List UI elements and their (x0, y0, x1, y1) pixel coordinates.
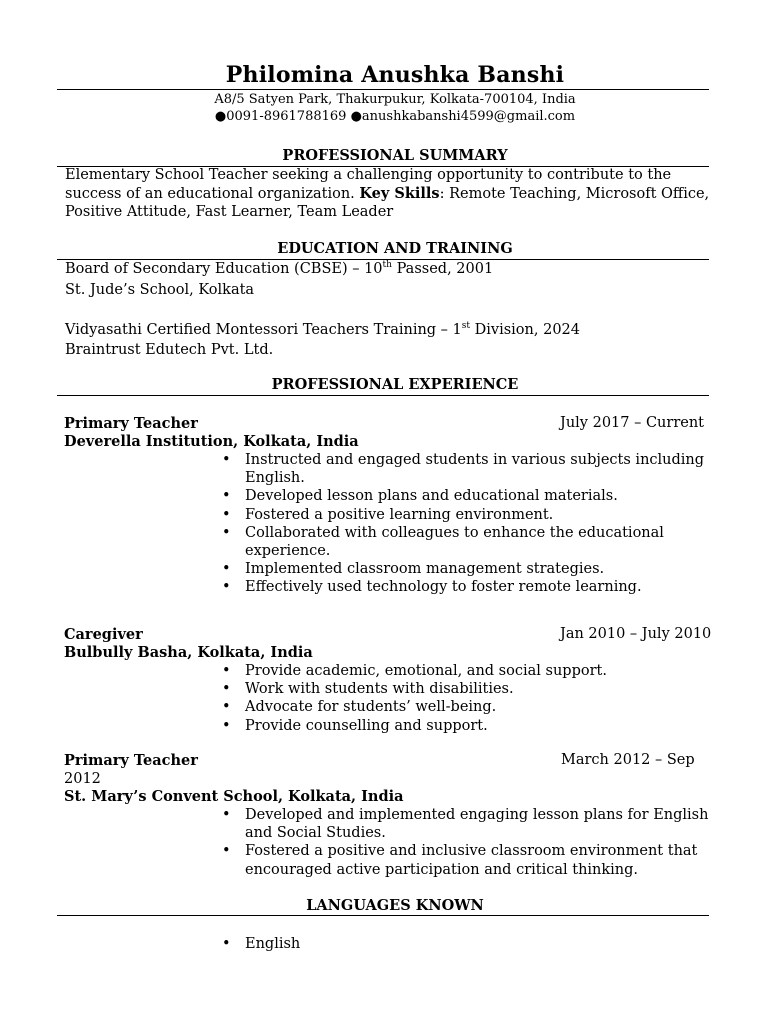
list-item (222, 842, 732, 878)
job-1-duties (222, 451, 732, 597)
experience-heading: PROFESSIONAL EXPERIENCE (271, 376, 519, 393)
list-item (222, 451, 732, 487)
list-item (222, 560, 732, 578)
duty-text: Developed lesson plans and educational materials. (245, 488, 618, 505)
bullet: • (222, 717, 231, 734)
bullet: • (222, 807, 231, 823)
education-1-sup: th (382, 260, 392, 271)
summary-text-after: : Remote Teaching, Microsoft Office, Positive Attitude, Fast Learner, Team Leader (65, 185, 710, 220)
list-item (222, 806, 732, 842)
header-rule (57, 89, 709, 90)
duty-text: Effectively used technology to foster remote learning. (245, 579, 642, 596)
duty-text: Fostered a positive learning environment. (245, 506, 554, 523)
list-item (222, 680, 732, 698)
job-organization: Bulbully Basha, Kolkata, India (64, 644, 313, 661)
job-2-duties (222, 662, 732, 735)
languages-heading: LANGUAGES KNOWN (306, 897, 484, 914)
education-school-2: Braintrust Edutech Pvt. Ltd. (65, 342, 274, 358)
duty-text: Provide academic, emotional, and social support. (245, 663, 607, 679)
duty-text: Implemented classroom management strategies. (245, 561, 605, 578)
bullet: • (222, 488, 231, 505)
job-dates: March 2012 – Sep (561, 752, 695, 768)
bullet: • (222, 506, 231, 523)
list-item (222, 487, 732, 505)
duty-text: Developed and implemented engaging lesson plans for English and Social Studies. (245, 807, 709, 842)
phone: ●0091-8961788169 (214, 109, 347, 124)
education-2-sup: st (461, 321, 471, 332)
education-school-1: St. Jude’s School, Kolkata (65, 282, 255, 298)
key-skills-label: Key Skills (359, 184, 440, 202)
education-heading: EDUCATION AND TRAINING (277, 240, 513, 257)
education-2-title: Vidyasathi Certified Montessori Teachers Training – 1 (65, 322, 462, 338)
languages-list (222, 935, 732, 953)
bullet: • (222, 561, 231, 578)
duty-text: Advocate for students’ well-being. (245, 699, 497, 716)
duty-text: Work with students with disabilities. (245, 681, 514, 698)
bullet: • (222, 579, 231, 596)
list-item (222, 506, 732, 524)
duty-text: Fostered a positive and inclusive classroom environment that encouraged active participation and critical thinking. (245, 843, 698, 878)
bullet: • (222, 524, 231, 541)
list-item (222, 578, 732, 596)
list-item (222, 662, 732, 680)
duty-text: Instructed and engaged students in various subjects including English. (245, 452, 705, 487)
education-2-result: Division, 2024 (470, 322, 580, 338)
job-organization: Deverella Institution, Kolkata, India (64, 433, 359, 450)
experience-rule (57, 395, 709, 396)
job-dates: July 2017 – Current (560, 415, 705, 431)
bullet: • (222, 663, 231, 679)
job-title: Primary Teacher (64, 415, 198, 432)
list-item (222, 698, 732, 716)
job-dates-continued: 2012 (64, 771, 101, 787)
languages-rule (57, 915, 709, 916)
job-dates: Jan 2010 – July 2010 (560, 626, 712, 642)
bullet: • (222, 843, 231, 860)
language-text: English (245, 936, 301, 952)
education-1-result: Passed, 2001 (391, 261, 494, 277)
email: ●anushkabanshi4599@gmail.com (350, 109, 576, 124)
candidate-name: Philomina Anushka Banshi (225, 62, 565, 88)
education-1-title: Board of Secondary Education (CBSE) – 10 (65, 261, 383, 277)
bullet: • (222, 681, 231, 698)
job-organization: St. Mary’s Convent School, Kolkata, India (64, 788, 404, 805)
job-title: Primary Teacher (64, 752, 198, 769)
education-entry-2 (65, 321, 580, 340)
list-item (222, 717, 732, 735)
summary-text (65, 166, 715, 222)
bullet: • (222, 936, 231, 952)
list-item (222, 524, 732, 560)
bullet: • (222, 452, 231, 468)
bullet: • (222, 699, 231, 716)
summary-heading: PROFESSIONAL SUMMARY (282, 147, 508, 164)
address: A8/5 Satyen Park, Thakurpukur, Kolkata-700104, India (214, 92, 576, 107)
duty-text: Collaborated with colleagues to enhance the educational experience. (245, 524, 664, 560)
education-entry-1 (65, 260, 493, 279)
job-3-duties (222, 806, 732, 879)
summary-text-before: Elementary School Teacher seeking a challenging opportunity to contribute to the success of an educational organization. (65, 167, 672, 202)
contact-line (0, 109, 768, 125)
job-title: Caregiver (64, 626, 143, 643)
list-item (222, 935, 732, 953)
duty-text: Provide counselling and support. (245, 717, 488, 734)
